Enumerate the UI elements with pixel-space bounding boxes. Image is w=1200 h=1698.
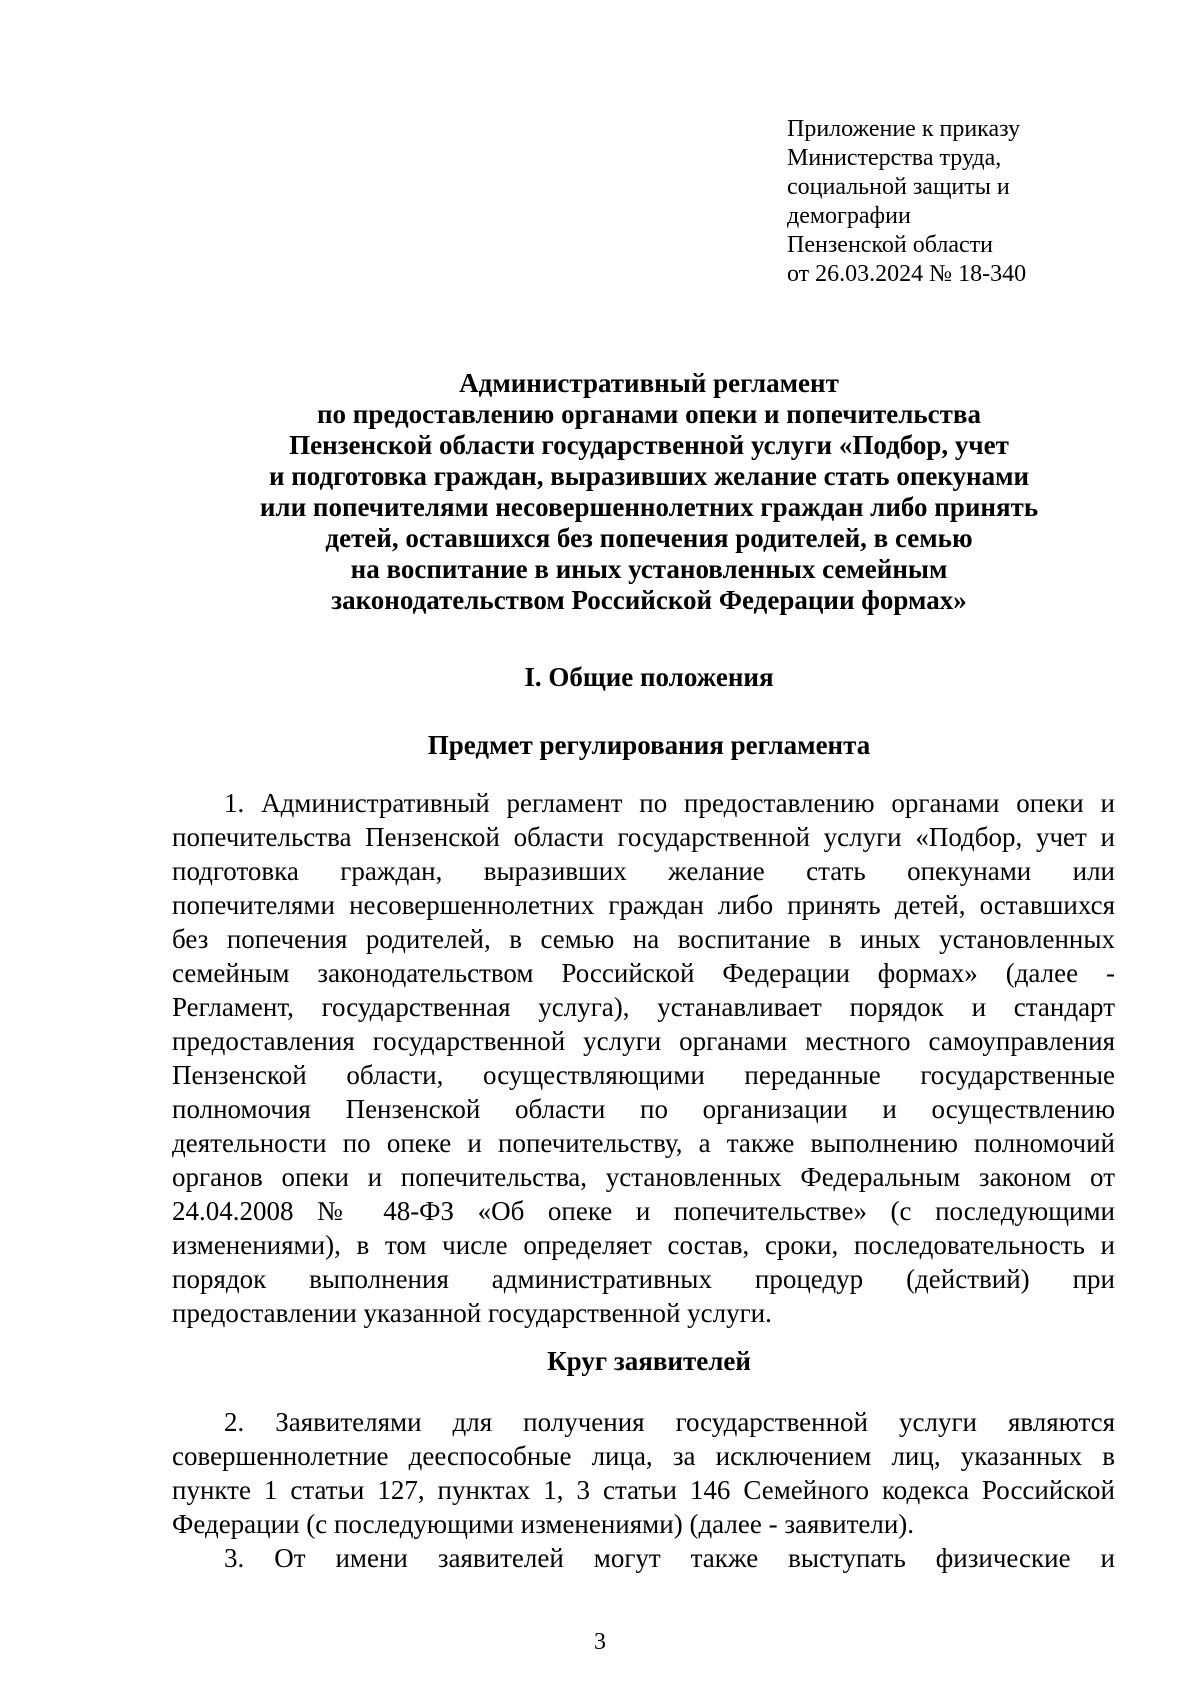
title-line: на воспитание в иных установленных семейным [350,554,948,584]
section-heading-applicants: Круг заявителей [547,1346,751,1376]
page-number: 3 [594,1629,606,1655]
paragraph-line: 3. От имени заявителей могут также выступать физические и [224,1543,1115,1573]
appendix-line: Министерства труда, [787,145,1002,171]
paragraph-line: пункте 1 статьи 127, пунктах 1, 3 статьи 146 Семейного кодекса Российской [172,1475,1115,1505]
paragraph-line: попечительства Пензенской области государственной услуги «Подбор, учет и [172,822,1115,852]
paragraph-3 [172,1541,1115,1575]
paragraph-line: Федерации (с последующими изменениями) (далее - заявители). [172,1509,915,1539]
paragraph-line: без попечения родителей, в семью на воспитание в иных установленных [172,924,1115,954]
paragraph-line: 2. Заявителями для получения государственной услуги являются [224,1407,1115,1437]
paragraph-line: предоставлении указанной государственной услуги. [172,1298,772,1328]
paragraph-line: попечителями несовершеннолетних граждан либо принять детей, оставшихся [172,890,1115,920]
title-line: Пензенской области государственной услуги «Подбор, учет [289,430,1009,460]
paragraph-line: Регламент, государственная услуга), устанавливает порядок и стандарт [172,992,1115,1022]
title-line: по предоставлению органами опеки и попечительства [316,399,982,429]
title-line: или попечителями несовершеннолетних граждан либо принять [259,492,1039,522]
paragraph-2 [172,1405,1115,1541]
paragraph-line: совершеннолетние дееспособные лица, за исключением лиц, указанных в [172,1441,1115,1471]
title-line: и подготовка граждан, выразивших желание стать опекунами [268,461,1030,491]
paragraph-1 [172,786,1115,1330]
appendix-note [787,115,1127,289]
paragraph-line: 1. Административный регламент по предоставлению органами опеки и [224,788,1115,818]
appendix-line: социальной защиты и [787,174,1010,200]
appendix-line: демографии [787,203,911,229]
title-line: законодательством Российской Федерации формах» [331,585,967,615]
paragraph-line: органов опеки и попечительства, установленных Федеральным законом от [172,1162,1115,1192]
title-line: детей, оставшихся без попечения родителей, в семью [325,523,973,553]
paragraph-line: полномочия Пензенской области по организации и осуществлению [172,1094,1115,1124]
paragraph-line: подготовка граждан, выразивших желание стать опекунами или [172,856,1115,886]
appendix-line: Приложение к приказу [787,116,1021,142]
subheading-subject: Предмет регулирования регламента [427,730,871,760]
paragraph-line: семейным законодательством Российской Федерации формах» (далее - [172,958,1115,988]
paragraph-line: деятельности по опеке и попечительству, а также выполнению полномочий [172,1128,1115,1158]
paragraph-line: предоставления государственной услуги органами местного самоуправления [172,1026,1115,1056]
paragraph-line: Пензенской области, осуществляющими переданные государственные [172,1060,1115,1090]
paragraph-line: изменениями), в том числе определяет состав, сроки, последовательность и [172,1230,1115,1260]
paragraph-line: 24.04.2008 № 48-ФЗ «Об опеке и попечительстве» (с последующими [172,1196,1115,1226]
paragraph-line: порядок выполнения административных процедур (действий) при [172,1264,1115,1294]
title-line: Административный регламент [459,368,839,398]
section-heading-general: I. Общие положения [524,662,774,692]
appendix-line: Пензенской области [787,232,993,258]
appendix-line: от 26.03.2024 № 18-340 [787,261,1027,287]
document-title [170,368,1128,616]
